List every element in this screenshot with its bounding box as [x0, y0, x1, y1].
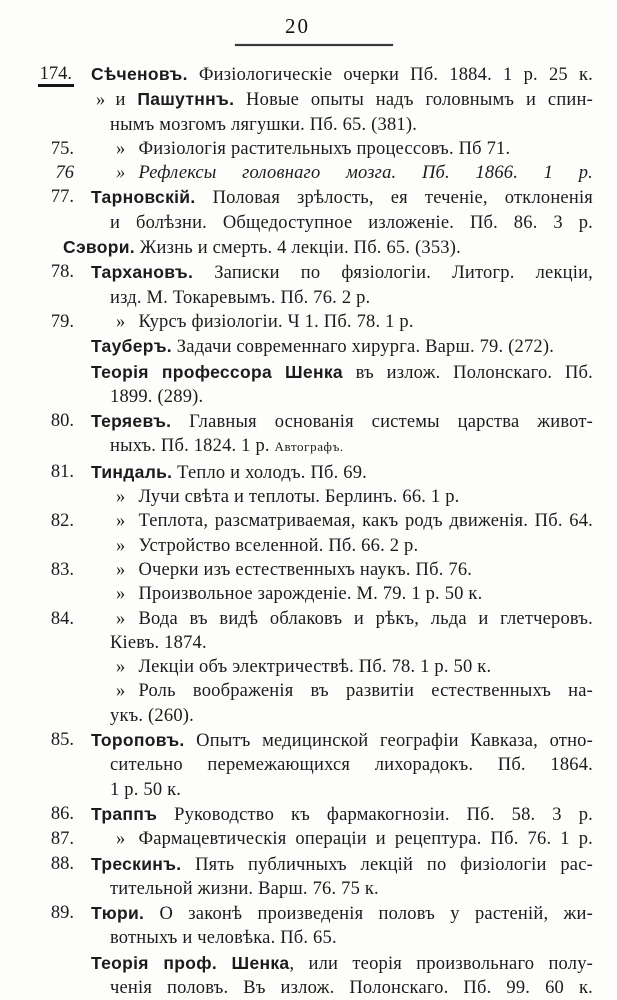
- ditto-mark: »: [96, 90, 106, 111]
- entry-content: [91, 607, 593, 656]
- text-segment: ныхъ. Пб. 1824. 1 р.: [110, 436, 275, 457]
- entry-number-text: 80.: [50, 411, 74, 432]
- text-segment: Курсъ физіологіи. Ч 1. Пб. 78. 1 р.: [138, 311, 414, 332]
- catalog-entry: [2, 62, 593, 87]
- author-name: Тархановъ.: [91, 262, 194, 283]
- entry-line: [91, 509, 593, 533]
- entry-number: [2, 360, 74, 410]
- text-segment: и: [115, 90, 138, 111]
- entry-number: [2, 260, 74, 310]
- catalog-entry: [2, 802, 593, 827]
- entry-line: [91, 655, 593, 679]
- text-segment: Очерки изъ естественныхъ наукъ. Пб. 76.: [138, 559, 473, 580]
- catalog-entry: [2, 235, 593, 260]
- text-segment: въ излож. Полонскаго. Пб.: [342, 362, 593, 383]
- entry-content: [91, 582, 593, 606]
- entry-line: [91, 286, 593, 310]
- entry-content: [91, 728, 593, 802]
- catalog-entry: [2, 951, 593, 1000]
- text-segment: Физіологія растительныхъ процессовъ. Пб 71.: [138, 138, 511, 159]
- entry-content: [91, 679, 593, 728]
- entry-line: [91, 753, 593, 777]
- author-name: Пашутннъ.: [137, 89, 235, 110]
- catalog-entry: [2, 534, 593, 558]
- entry-line: [91, 852, 593, 877]
- text-segment: Вода въ видѣ облаковъ и рѣкъ, льда и глетчеровъ.: [138, 608, 593, 629]
- ditto-mark: »: [116, 829, 126, 850]
- entry-number: [2, 409, 74, 460]
- entry-line: [91, 728, 593, 753]
- entry-number-text: 85.: [50, 730, 74, 751]
- entry-content: [91, 827, 593, 851]
- ditto-mark: »: [116, 559, 126, 580]
- ditto-mark: »: [116, 487, 126, 508]
- entry-number: [2, 951, 74, 1000]
- entry-number-text: 82.: [50, 511, 74, 532]
- entry-number-text: 77.: [50, 187, 74, 208]
- entry-line: [91, 901, 593, 926]
- entry-content: [91, 951, 593, 1000]
- entry-number: [2, 87, 74, 137]
- author-name: Сэвори.: [63, 237, 135, 258]
- catalog-entry: [2, 728, 593, 802]
- entry-list: [2, 62, 593, 1000]
- ditto-mark: »: [116, 163, 126, 184]
- entry-number: [2, 161, 74, 185]
- text-segment: Физіологическіе очерки Пб. 1884. 1 р. 25 к.: [187, 65, 593, 85]
- author-name: Трескинъ.: [91, 853, 182, 874]
- ditto-mark: »: [116, 681, 126, 702]
- text-segment: нымъ мозгомъ лягушки. Пб. 65. (381).: [110, 114, 418, 135]
- entry-number-text: 88.: [50, 853, 74, 874]
- text-segment: Фармацевтическія операціи и рецептура. Пб. 76. 1 р.: [138, 829, 593, 850]
- entry-number: [2, 679, 74, 728]
- entry-number: [2, 852, 74, 902]
- entry-content: [91, 534, 593, 558]
- entry-number: [2, 509, 74, 533]
- text-segment: 1 р. 50 к.: [110, 779, 182, 800]
- entry-number: [2, 582, 74, 606]
- entry-line: [91, 778, 593, 802]
- text-segment: Тепло и холодъ. Пб. 69.: [172, 462, 367, 483]
- entry-line: [91, 161, 593, 185]
- author-name: Траппъ: [91, 803, 158, 824]
- entry-number: [2, 728, 74, 802]
- text-segment: укъ. (260).: [110, 705, 194, 726]
- entry-content: [91, 137, 593, 161]
- catalog-entry: [2, 679, 593, 728]
- entry-line: [91, 951, 593, 976]
- entry-number-text: 79.: [50, 311, 74, 332]
- entry-content: [91, 655, 593, 679]
- text-segment: Руководство къ фармакогнозіи. Пб. 58. 3 р.: [157, 804, 593, 825]
- entry-number: [2, 558, 74, 582]
- text-segment: Пять публичныхъ лекцій по физіологіи рас-: [181, 854, 593, 875]
- catalog-entry: [2, 334, 593, 359]
- catalog-entry: [2, 409, 593, 460]
- author-name: Тюри.: [91, 903, 145, 924]
- entry-number: [2, 62, 74, 87]
- entry-line: [91, 113, 593, 137]
- text-segment: сительно перемежающихся лихорадокъ. Пб. 1864.: [110, 755, 593, 776]
- entry-number: [2, 655, 74, 679]
- entry-line: [91, 385, 593, 409]
- author-name: Теряевъ.: [91, 411, 172, 432]
- author-name: Сѣченовъ.: [91, 64, 188, 84]
- entry-number-text: 86.: [50, 803, 74, 824]
- catalog-entry: [2, 260, 593, 310]
- author-name: Тарновскій.: [91, 187, 196, 208]
- entry-line: [91, 558, 593, 582]
- ditto-mark: »: [116, 535, 126, 556]
- text-segment: Кіевъ. 1874.: [110, 632, 207, 653]
- catalog-entry: [2, 827, 593, 851]
- entry-content: [91, 310, 593, 334]
- text-segment: и болѣзни. Общедоступное изложеніе. Пб. 86. 3 р.: [110, 212, 593, 233]
- entry-number-text: 83.: [50, 559, 74, 580]
- entry-content: [91, 802, 593, 827]
- entry-line: [91, 87, 593, 112]
- catalog-entry: [2, 655, 593, 679]
- entry-content: [91, 161, 593, 185]
- text-segment: вотныхъ и человѣка. Пб. 65.: [110, 928, 337, 949]
- catalog-entry: [2, 485, 593, 509]
- entry-content: [91, 334, 593, 359]
- entry-line: [63, 235, 593, 260]
- text-segment: тительной жизни. Варш. 76. 75 к.: [110, 878, 379, 899]
- entry-number-underlined: 174.: [38, 64, 74, 87]
- entry-line: [91, 211, 593, 235]
- entry-content: [91, 409, 593, 460]
- ditto-mark: »: [116, 608, 126, 629]
- text-segment: изд. М. Токаревымъ. Пб. 76. 2 р.: [110, 287, 371, 308]
- page-number: 20: [285, 14, 310, 38]
- entry-number: [2, 534, 74, 558]
- text-segment: Рефлексы головнаго мозга. Пб. 1866. 1 р.: [138, 163, 593, 184]
- entry-number: [2, 460, 74, 485]
- entry-content: [91, 485, 593, 509]
- entry-number-text: 87.: [50, 829, 74, 850]
- text-segment: Роль воображенія въ развитіи естественныхъ на-: [138, 681, 593, 702]
- entry-line: [91, 534, 593, 558]
- catalog-entry: [2, 558, 593, 582]
- text-segment: Устройство вселенной. Пб. 66. 2 р.: [138, 535, 419, 556]
- text-segment: Задачи современнаго хирурга. Варш. 79. (272).: [171, 337, 555, 358]
- entry-number-text: 89.: [50, 903, 74, 924]
- entry-content: [91, 87, 593, 137]
- entry-line: [91, 607, 593, 631]
- ditto-mark: »: [116, 138, 126, 159]
- catalog-entry: [2, 185, 593, 235]
- entry-number-text: 75.: [50, 138, 74, 159]
- text-segment: О законѣ произведенія половъ у растеній, жи-: [144, 904, 593, 925]
- page-header: [2, 14, 593, 46]
- entry-number: [2, 827, 74, 851]
- text-segment: , или теорія произвольнаго полу-: [289, 953, 594, 974]
- entry-line: [91, 802, 593, 827]
- text-segment: Произвольное зарожденіе. М. 79. 1 р. 50 к.: [138, 584, 483, 605]
- text-segment: Жизнь и смерть. 4 лекціи. Пб. 65. (353).: [134, 238, 461, 259]
- text-segment: Опытъ медицинской географіи Кавказа, отно-: [184, 731, 593, 752]
- entry-number: [2, 607, 74, 656]
- entry-number-text: 76: [55, 163, 74, 184]
- author-name: Тиндаль.: [91, 461, 173, 482]
- text-segment: Половая зрѣлость, ея теченіе, отклоненія: [195, 188, 593, 209]
- text-segment: Лекціи объ электричествѣ. Пб. 78. 1 р. 50 к.: [138, 657, 492, 678]
- entry-content: [91, 260, 593, 310]
- catalog-entry: [2, 582, 593, 606]
- author-name: Тороповъ.: [91, 730, 185, 751]
- entry-line: [91, 582, 593, 606]
- catalog-entry: [2, 460, 593, 485]
- entry-line: [91, 485, 593, 509]
- entry-number-text: 78.: [50, 262, 74, 283]
- entry-line: [91, 434, 593, 459]
- entry-number: [2, 137, 74, 161]
- catalog-entry: [2, 607, 593, 656]
- entry-line: [91, 926, 593, 950]
- entry-line: [91, 360, 593, 385]
- entry-line: [91, 185, 593, 210]
- entry-line: [91, 260, 593, 285]
- text-segment: Записки по фязіологіи. Литогр. лекціи,: [193, 263, 593, 284]
- catalog-entry: [2, 360, 593, 410]
- entry-line: [91, 137, 593, 161]
- catalog-entry: [2, 310, 593, 334]
- ditto-mark: »: [116, 584, 126, 605]
- entry-content: [91, 460, 593, 485]
- text-segment: ченія половъ. Въ излож. Полонскаго. Пб. 99. 60 к.: [110, 977, 593, 998]
- ditto-mark: »: [116, 657, 126, 678]
- header-rule: [235, 44, 393, 46]
- catalog-entry: [2, 901, 593, 951]
- entry-content: [91, 62, 593, 87]
- entry-line: [91, 62, 593, 87]
- entry-number: [2, 334, 74, 359]
- text-segment: Новые опыты надъ головнымъ и спин-: [234, 90, 593, 111]
- entry-content: [91, 360, 593, 410]
- entry-content: [63, 235, 593, 260]
- author-name: Теорія проф. Шенка: [91, 952, 290, 973]
- ditto-mark: »: [116, 511, 126, 532]
- entry-number: [2, 901, 74, 951]
- entry-number: [2, 185, 74, 235]
- entry-content: [91, 852, 593, 902]
- autograph-note: Автографъ.: [274, 439, 344, 455]
- ditto-mark: »: [116, 311, 126, 332]
- catalog-entry: [2, 161, 593, 185]
- entry-content: [91, 509, 593, 533]
- entry-number-text: 84.: [50, 608, 74, 629]
- text-segment: Главныя основанія системы царства живот-: [171, 412, 593, 433]
- entry-line: [91, 877, 593, 901]
- entry-line: [91, 460, 593, 485]
- author-name: Тауберъ.: [91, 336, 172, 357]
- entry-content: [91, 901, 593, 951]
- entry-number: [2, 310, 74, 334]
- entry-content: [91, 185, 593, 235]
- entry-line: [91, 976, 593, 1000]
- entry-line: [91, 827, 593, 851]
- catalog-entry: [2, 852, 593, 902]
- catalog-entry: [2, 137, 593, 161]
- entry-line: [91, 310, 593, 334]
- entry-number: [2, 802, 74, 827]
- catalog-entry: [2, 87, 593, 137]
- author-name: Теорія профессора Шенка: [91, 361, 343, 382]
- entry-line: [91, 334, 593, 359]
- entry-line: [91, 704, 593, 728]
- entry-line: [91, 631, 593, 655]
- entry-number-text: 81.: [50, 461, 74, 482]
- entry-content: [91, 558, 593, 582]
- entry-number: [2, 485, 74, 509]
- text-segment: 1899. (289).: [110, 386, 204, 407]
- text-segment: Лучи свѣта и теплоты. Берлинъ. 66. 1 р.: [138, 487, 460, 508]
- entry-line: [91, 409, 593, 434]
- entry-line: [91, 679, 593, 703]
- text-segment: Теплота, разсматриваемая, какъ родъ движенія. Пб. 64.: [138, 511, 593, 532]
- catalog-entry: [2, 509, 593, 533]
